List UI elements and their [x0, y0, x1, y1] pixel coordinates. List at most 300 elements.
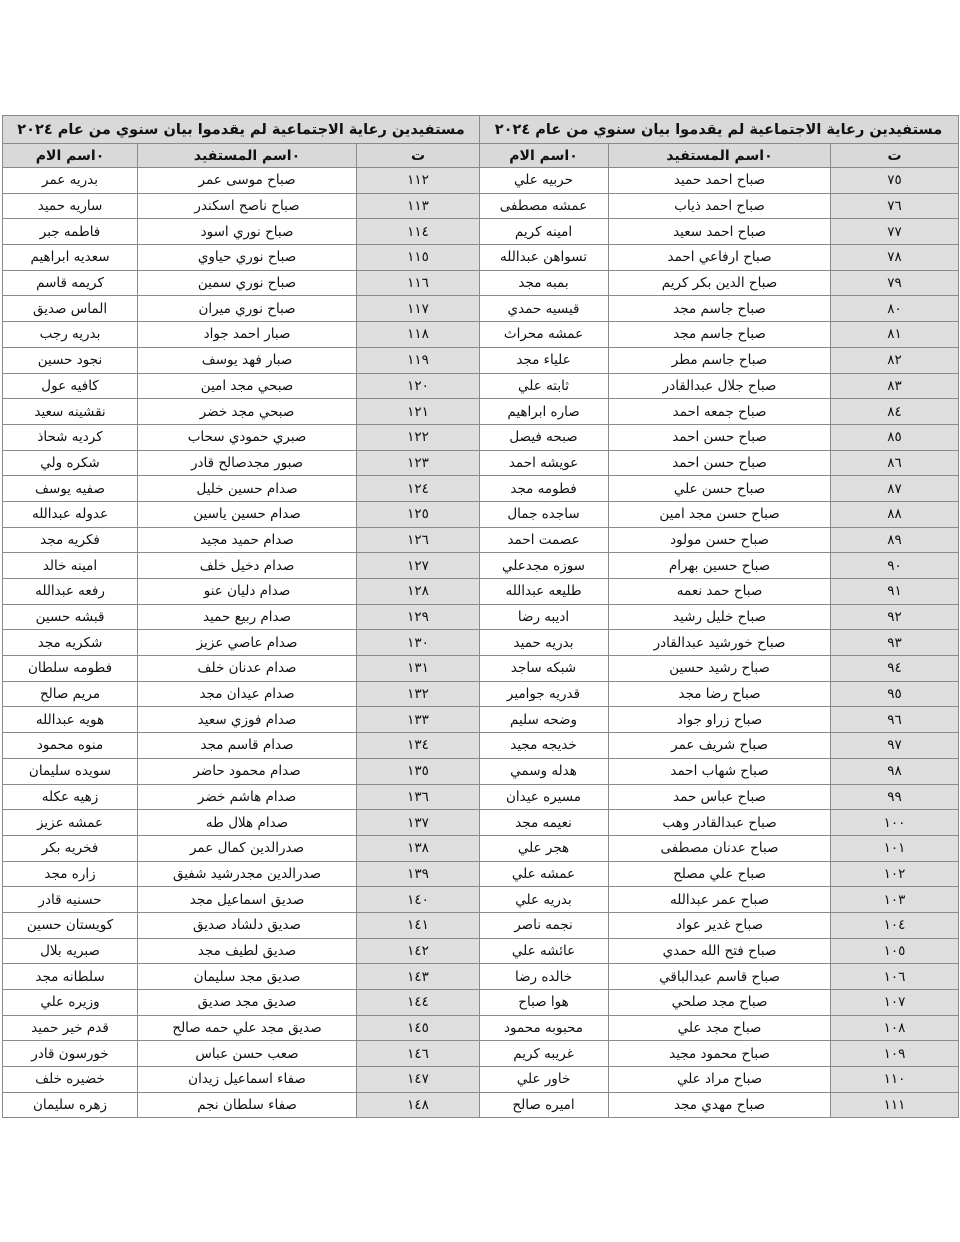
beneficiary-name: صفاء اسماعيل زيدان [138, 1067, 357, 1093]
mother-name: وزيره علي [3, 990, 138, 1016]
beneficiary-name: صدام عدنان خلف [138, 656, 357, 682]
beneficiary-name: صباح نوري سمين [138, 270, 357, 296]
row-number: ١١٣ [357, 193, 480, 219]
mother-name: صبحه فيصل [479, 424, 609, 450]
table-row [479, 784, 959, 810]
mother-name: هويه عبدالله [3, 707, 138, 733]
table-row [479, 270, 959, 296]
beneficiary-name: صباح حسن مجد امين [609, 501, 831, 527]
row-number: ١١٠ [831, 1067, 959, 1093]
beneficiary-name: صدام حسين ياسين [138, 501, 357, 527]
row-number: ١٢٩ [357, 604, 480, 630]
beneficiary-name: صباح جلال عبدالقادر [609, 373, 831, 399]
table-row [479, 373, 959, 399]
beneficiary-name: صباح محمود مجيد [609, 1041, 831, 1067]
table-row [3, 835, 480, 861]
row-number: ٧٥ [831, 168, 959, 194]
row-number: ١٣٥ [357, 758, 480, 784]
row-number: ١٣٩ [357, 861, 480, 887]
row-number: ١٤٨ [357, 1092, 480, 1118]
table-body [479, 168, 959, 1118]
table-row [479, 193, 959, 219]
mother-name: بدريه رجب [3, 322, 138, 348]
header-number: ت [357, 144, 480, 168]
table-row [479, 681, 959, 707]
beneficiary-name: صدام دخيل خلف [138, 553, 357, 579]
mother-name: سعديه ابراهيم [3, 245, 138, 271]
beneficiary-name: صدام قاسم مجد [138, 733, 357, 759]
mother-name: خضيره خلف [3, 1067, 138, 1093]
mother-name: طليعه عبدالله [479, 579, 609, 605]
row-number: ١٢٦ [357, 527, 480, 553]
mother-name: خالده رضا [479, 964, 609, 990]
mother-name: صفيه يوسف [3, 476, 138, 502]
table-row [3, 681, 480, 707]
mother-name: بدريه حميد [479, 630, 609, 656]
beneficiary-name: صباح الدين بكر كريم [609, 270, 831, 296]
row-number: ٨٣ [831, 373, 959, 399]
beneficiary-name: صباح احمد سعيد [609, 219, 831, 245]
table-row [479, 424, 959, 450]
mother-name: صاره ابراهيم [479, 399, 609, 425]
mother-name: سوزه مجدعلي [479, 553, 609, 579]
row-number: ١٠٥ [831, 938, 959, 964]
table-row [479, 733, 959, 759]
row-number: ١٣٣ [357, 707, 480, 733]
beneficiary-name: صباح خورشيد عبدالقادر [609, 630, 831, 656]
beneficiary-name: صباح حسن احمد [609, 450, 831, 476]
table-row [479, 245, 959, 271]
header-mother-name: ٠اسم الام [3, 144, 138, 168]
table-row [3, 527, 480, 553]
mother-name: عدوله عبدالله [3, 501, 138, 527]
mother-name: هدله وسمي [479, 758, 609, 784]
mother-name: خورسون قادر [3, 1041, 138, 1067]
row-number: ٨٧ [831, 476, 959, 502]
mother-name: خاور علي [479, 1067, 609, 1093]
row-number: ١٠٣ [831, 887, 959, 913]
row-number: ١٣٨ [357, 835, 480, 861]
mother-name: ساريه حميد [3, 193, 138, 219]
mother-name: زهره سليمان [3, 1092, 138, 1118]
beneficiary-name: صباح ارفاعي احمد [609, 245, 831, 271]
table-row [3, 604, 480, 630]
table-row [479, 450, 959, 476]
table-row [3, 784, 480, 810]
beneficiary-name: صدام عاصي عزيز [138, 630, 357, 656]
table-row [479, 476, 959, 502]
mother-name: اميره صالح [479, 1092, 609, 1118]
table-row [479, 1092, 959, 1118]
mother-name: قدم خير حميد [3, 1015, 138, 1041]
row-number: ٧٧ [831, 219, 959, 245]
mother-name: عائشه علي [479, 938, 609, 964]
row-number: ١١٦ [357, 270, 480, 296]
beneficiary-name: صباح زراو جواد [609, 707, 831, 733]
row-number: ١٢٢ [357, 424, 480, 450]
mother-name: فكريه مجد [3, 527, 138, 553]
mother-name: زاره مجد [3, 861, 138, 887]
mother-name: بدريه عمر [3, 168, 138, 194]
mother-name: وضحه سليم [479, 707, 609, 733]
table-row [3, 424, 480, 450]
beneficiary-name: صديق مجد سليمان [138, 964, 357, 990]
row-number: ٨٩ [831, 527, 959, 553]
row-number: ٩٨ [831, 758, 959, 784]
row-number: ١٠٩ [831, 1041, 959, 1067]
beneficiary-name: صباح نوري اسود [138, 219, 357, 245]
table-row [479, 707, 959, 733]
row-number: ١٤٢ [357, 938, 480, 964]
mother-name: عمشه علي [479, 861, 609, 887]
mother-name: تسواهن عبدالله [479, 245, 609, 271]
beneficiary-name: صديق مجد علي حمه صالح [138, 1015, 357, 1041]
table-row [3, 1092, 480, 1118]
mother-name: نجمه ناصر [479, 912, 609, 938]
beneficiary-name: صدام فوزي سعيد [138, 707, 357, 733]
beneficiary-name: صباح احمد ذياب [609, 193, 831, 219]
row-number: ٩٤ [831, 656, 959, 682]
table-row [3, 399, 480, 425]
beneficiary-name: صباح حسن مولود [609, 527, 831, 553]
row-number: ١٤٦ [357, 1041, 480, 1067]
mother-name: صبريه بلال [3, 938, 138, 964]
mother-name: عمشه محراث [479, 322, 609, 348]
row-number: ١٣١ [357, 656, 480, 682]
beneficiary-name: صباح عدنان مصطفى [609, 835, 831, 861]
table-row [3, 630, 480, 656]
beneficiary-name: صباح نوري ميران [138, 296, 357, 322]
row-number: ١١٢ [357, 168, 480, 194]
table-row [3, 476, 480, 502]
beneficiaries-table-right [478, 115, 959, 1118]
mother-name: رفعه عبدالله [3, 579, 138, 605]
table-row [3, 296, 480, 322]
row-number: ١١١ [831, 1092, 959, 1118]
beneficiary-name: صبار فهد يوسف [138, 347, 357, 373]
table-row [479, 399, 959, 425]
beneficiary-name: صبحي مجد امين [138, 373, 357, 399]
table-row [3, 322, 480, 348]
mother-name: كافيه عول [3, 373, 138, 399]
table-row [3, 964, 480, 990]
beneficiary-name: صباح نوري حياوي [138, 245, 357, 271]
table-row [3, 270, 480, 296]
beneficiary-name: صباح حمد نعمه [609, 579, 831, 605]
row-number: ٩٥ [831, 681, 959, 707]
mother-name: شبكه ساجد [479, 656, 609, 682]
row-number: ١٠٦ [831, 964, 959, 990]
mother-name: امينه خالد [3, 553, 138, 579]
mother-name: مسيره عيدان [479, 784, 609, 810]
mother-name: حسنيه قادر [3, 887, 138, 913]
table-row [479, 990, 959, 1016]
beneficiary-name: صباح جاسم مطر [609, 347, 831, 373]
mother-name: قبشه حسين [3, 604, 138, 630]
beneficiary-name: صباح حسن علي [609, 476, 831, 502]
row-number: ١٤١ [357, 912, 480, 938]
mother-name: فخريه بكر [3, 835, 138, 861]
mother-name: قيسيه حمدي [479, 296, 609, 322]
row-number: ١٠٨ [831, 1015, 959, 1041]
mother-name: حربيه علي [479, 168, 609, 194]
mother-name: اديبه رضا [479, 604, 609, 630]
table-row [3, 887, 480, 913]
mother-name: نقشينه سعيد [3, 399, 138, 425]
mother-name: فطومه مجد [479, 476, 609, 502]
table-row [3, 245, 480, 271]
beneficiary-name: صبار احمد جواد [138, 322, 357, 348]
beneficiary-name: صباح عبدالقادر وهب [609, 810, 831, 836]
row-number: ٧٨ [831, 245, 959, 271]
table-row [3, 553, 480, 579]
mother-name: بدريه علي [479, 887, 609, 913]
beneficiary-name: صباح ناصح اسكندر [138, 193, 357, 219]
beneficiary-name: صباح شهاب احمد [609, 758, 831, 784]
table-row [479, 835, 959, 861]
row-number: ٨٢ [831, 347, 959, 373]
table-row [479, 1067, 959, 1093]
mother-name: هوا صباح [479, 990, 609, 1016]
beneficiary-name: صدرالدين كمال عمر [138, 835, 357, 861]
beneficiary-name: صباح فتح الله حمدي [609, 938, 831, 964]
mother-name: خديجه مجيد [479, 733, 609, 759]
beneficiary-name: صعب حسن عباس [138, 1041, 357, 1067]
mother-name: بمبه مجد [479, 270, 609, 296]
row-number: ٨٨ [831, 501, 959, 527]
mother-name: ثابته علي [479, 373, 609, 399]
beneficiary-name: صباح حسين بهرام [609, 553, 831, 579]
table-row [479, 1041, 959, 1067]
beneficiary-name: صدام هلال طه [138, 810, 357, 836]
beneficiary-name: صدام حميد مجيد [138, 527, 357, 553]
table-row [479, 938, 959, 964]
row-number: ١٤٣ [357, 964, 480, 990]
beneficiary-name: صدام حسين خليل [138, 476, 357, 502]
table-row [479, 1015, 959, 1041]
beneficiary-name: صديق مجد صديق [138, 990, 357, 1016]
table-row [3, 861, 480, 887]
mother-name: نعيمه مجد [479, 810, 609, 836]
table-row [479, 168, 959, 194]
table-row [479, 296, 959, 322]
mother-name: كرديه شحاذ [3, 424, 138, 450]
beneficiary-name: صدام هاشم خضر [138, 784, 357, 810]
table-body [3, 168, 480, 1118]
row-number: ١٤٧ [357, 1067, 480, 1093]
table-row [3, 938, 480, 964]
table-row [3, 912, 480, 938]
beneficiary-name: صباح جاسم مجد [609, 322, 831, 348]
mother-name: هجر علي [479, 835, 609, 861]
mother-name: قدريه جوامير [479, 681, 609, 707]
beneficiary-name: صباح موسى عمر [138, 168, 357, 194]
mother-name: مريم صالح [3, 681, 138, 707]
mother-name: نجود حسين [3, 347, 138, 373]
mother-name: عصمت احمد [479, 527, 609, 553]
table-row [479, 553, 959, 579]
table-title: مستفيدين رعاية الاجتماعية لم يقدموا بيان سنوي من عام ٢٠٢٤ [3, 116, 480, 144]
row-number: ٧٩ [831, 270, 959, 296]
row-number: ١٠٤ [831, 912, 959, 938]
table-row [479, 758, 959, 784]
beneficiary-name: صبحي مجد خضر [138, 399, 357, 425]
row-number: ٩٧ [831, 733, 959, 759]
beneficiary-name: صباح جمعه احمد [609, 399, 831, 425]
row-number: ٩٠ [831, 553, 959, 579]
row-number: ١١٥ [357, 245, 480, 271]
row-number: ١٢١ [357, 399, 480, 425]
table-title: مستفيدين رعاية الاجتماعية لم يقدموا بيان سنوي من عام ٢٠٢٤ [479, 116, 959, 144]
beneficiary-name: صباح جاسم مجد [609, 296, 831, 322]
beneficiary-name: صباح رشيد حسين [609, 656, 831, 682]
row-number: ٨٥ [831, 424, 959, 450]
table-row [3, 193, 480, 219]
row-number: ١٠١ [831, 835, 959, 861]
beneficiary-name: صبور مجدصالح قادر [138, 450, 357, 476]
mother-name: فاطمه جبر [3, 219, 138, 245]
table-row [3, 707, 480, 733]
mother-name: زهيه عكله [3, 784, 138, 810]
row-number: ١٤٥ [357, 1015, 480, 1041]
header-mother-name: ٠اسم الام [479, 144, 609, 168]
mother-name: محبوبه محمود [479, 1015, 609, 1041]
row-number: ٨٤ [831, 399, 959, 425]
table-row [479, 322, 959, 348]
row-number: ١٣٠ [357, 630, 480, 656]
table-row [479, 964, 959, 990]
row-number: ١٣٧ [357, 810, 480, 836]
row-number: ٩٢ [831, 604, 959, 630]
table-row [3, 733, 480, 759]
mother-name: امينه كريم [479, 219, 609, 245]
header-number: ت [831, 144, 959, 168]
table-row [3, 347, 480, 373]
mother-name: علياء مجد [479, 347, 609, 373]
header-beneficiary-name: ٠اسم المستفيد [138, 144, 357, 168]
table-row [3, 758, 480, 784]
table-row [479, 347, 959, 373]
mother-name: شكره ولي [3, 450, 138, 476]
row-number: ١٢٣ [357, 450, 480, 476]
row-number: ٩٦ [831, 707, 959, 733]
mother-name: الماس صديق [3, 296, 138, 322]
beneficiaries-table-left [2, 115, 480, 1118]
row-number: ٩٩ [831, 784, 959, 810]
row-number: ١١٩ [357, 347, 480, 373]
table-row [3, 1067, 480, 1093]
beneficiary-name: صباح عباس حمد [609, 784, 831, 810]
table-row [479, 630, 959, 656]
beneficiary-name: صدام ربيع حميد [138, 604, 357, 630]
row-number: ٨٠ [831, 296, 959, 322]
beneficiary-name: صفاء سلطان نجم [138, 1092, 357, 1118]
table-row [479, 912, 959, 938]
row-number: ٩١ [831, 579, 959, 605]
row-number: ١٣٢ [357, 681, 480, 707]
mother-name: غريبه كريم [479, 1041, 609, 1067]
beneficiary-name: صباح قاسم عبدالباقي [609, 964, 831, 990]
beneficiary-name: صباح مهدي مجد [609, 1092, 831, 1118]
beneficiary-name: صباح عمر عبدالله [609, 887, 831, 913]
table-row [3, 579, 480, 605]
row-number: ١١٨ [357, 322, 480, 348]
header-beneficiary-name: ٠اسم المستفيد [609, 144, 831, 168]
row-number: ١٢٧ [357, 553, 480, 579]
beneficiary-name: صباح غدير عواد [609, 912, 831, 938]
table-row [479, 861, 959, 887]
table-row [479, 219, 959, 245]
table-row [3, 373, 480, 399]
table-row [3, 656, 480, 682]
beneficiary-name: صباح مراد علي [609, 1067, 831, 1093]
beneficiary-name: صباح حسن احمد [609, 424, 831, 450]
row-number: ٨١ [831, 322, 959, 348]
beneficiary-name: صباح مجد صلحي [609, 990, 831, 1016]
beneficiary-name: صباح شريف عمر [609, 733, 831, 759]
beneficiary-name: صباح خليل رشيد [609, 604, 831, 630]
beneficiary-name: صبري حمودي سحاب [138, 424, 357, 450]
beneficiary-name: صديق لطيف مجد [138, 938, 357, 964]
table-row [3, 1015, 480, 1041]
row-number: ١٣٦ [357, 784, 480, 810]
table-row [3, 450, 480, 476]
mother-name: منوه محمود [3, 733, 138, 759]
row-number: ١٠٧ [831, 990, 959, 1016]
table-row [3, 219, 480, 245]
row-number: ١١٤ [357, 219, 480, 245]
table-row [479, 604, 959, 630]
beneficiary-name: صدام دليان عنو [138, 579, 357, 605]
beneficiary-name: صديق اسماعيل مجد [138, 887, 357, 913]
table-row [479, 656, 959, 682]
table-row [3, 990, 480, 1016]
beneficiary-name: صباح مجد علي [609, 1015, 831, 1041]
mother-name: سلطانه مجد [3, 964, 138, 990]
mother-name: شكريه مجد [3, 630, 138, 656]
row-number: ١٣٤ [357, 733, 480, 759]
beneficiary-name: صدرالدين مجدرشيد شفيق [138, 861, 357, 887]
beneficiary-name: صباح علي مصلح [609, 861, 831, 887]
table-row [3, 810, 480, 836]
beneficiary-name: صباح احمد حميد [609, 168, 831, 194]
table-row [3, 501, 480, 527]
row-number: ١٢٥ [357, 501, 480, 527]
row-number: ١٢٨ [357, 579, 480, 605]
beneficiary-name: صباح رضا مجد [609, 681, 831, 707]
mother-name: فطومه سلطان [3, 656, 138, 682]
mother-name: ساجده جمال [479, 501, 609, 527]
table-row [479, 810, 959, 836]
mother-name: عمشه عزيز [3, 810, 138, 836]
row-number: ١٤٠ [357, 887, 480, 913]
mother-name: عويشه احمد [479, 450, 609, 476]
table-row [3, 168, 480, 194]
table-row [479, 579, 959, 605]
table-row [3, 1041, 480, 1067]
beneficiary-name: صدام عيدان مجد [138, 681, 357, 707]
mother-name: كريمه قاسم [3, 270, 138, 296]
mother-name: عمشه مصطفى [479, 193, 609, 219]
beneficiary-name: صديق دلشاد صديق [138, 912, 357, 938]
mother-name: كويستان حسين [3, 912, 138, 938]
table-row [479, 501, 959, 527]
row-number: ١٢٤ [357, 476, 480, 502]
row-number: ٧٦ [831, 193, 959, 219]
row-number: ١٠٠ [831, 810, 959, 836]
mother-name: سويده سليمان [3, 758, 138, 784]
row-number: ٩٣ [831, 630, 959, 656]
